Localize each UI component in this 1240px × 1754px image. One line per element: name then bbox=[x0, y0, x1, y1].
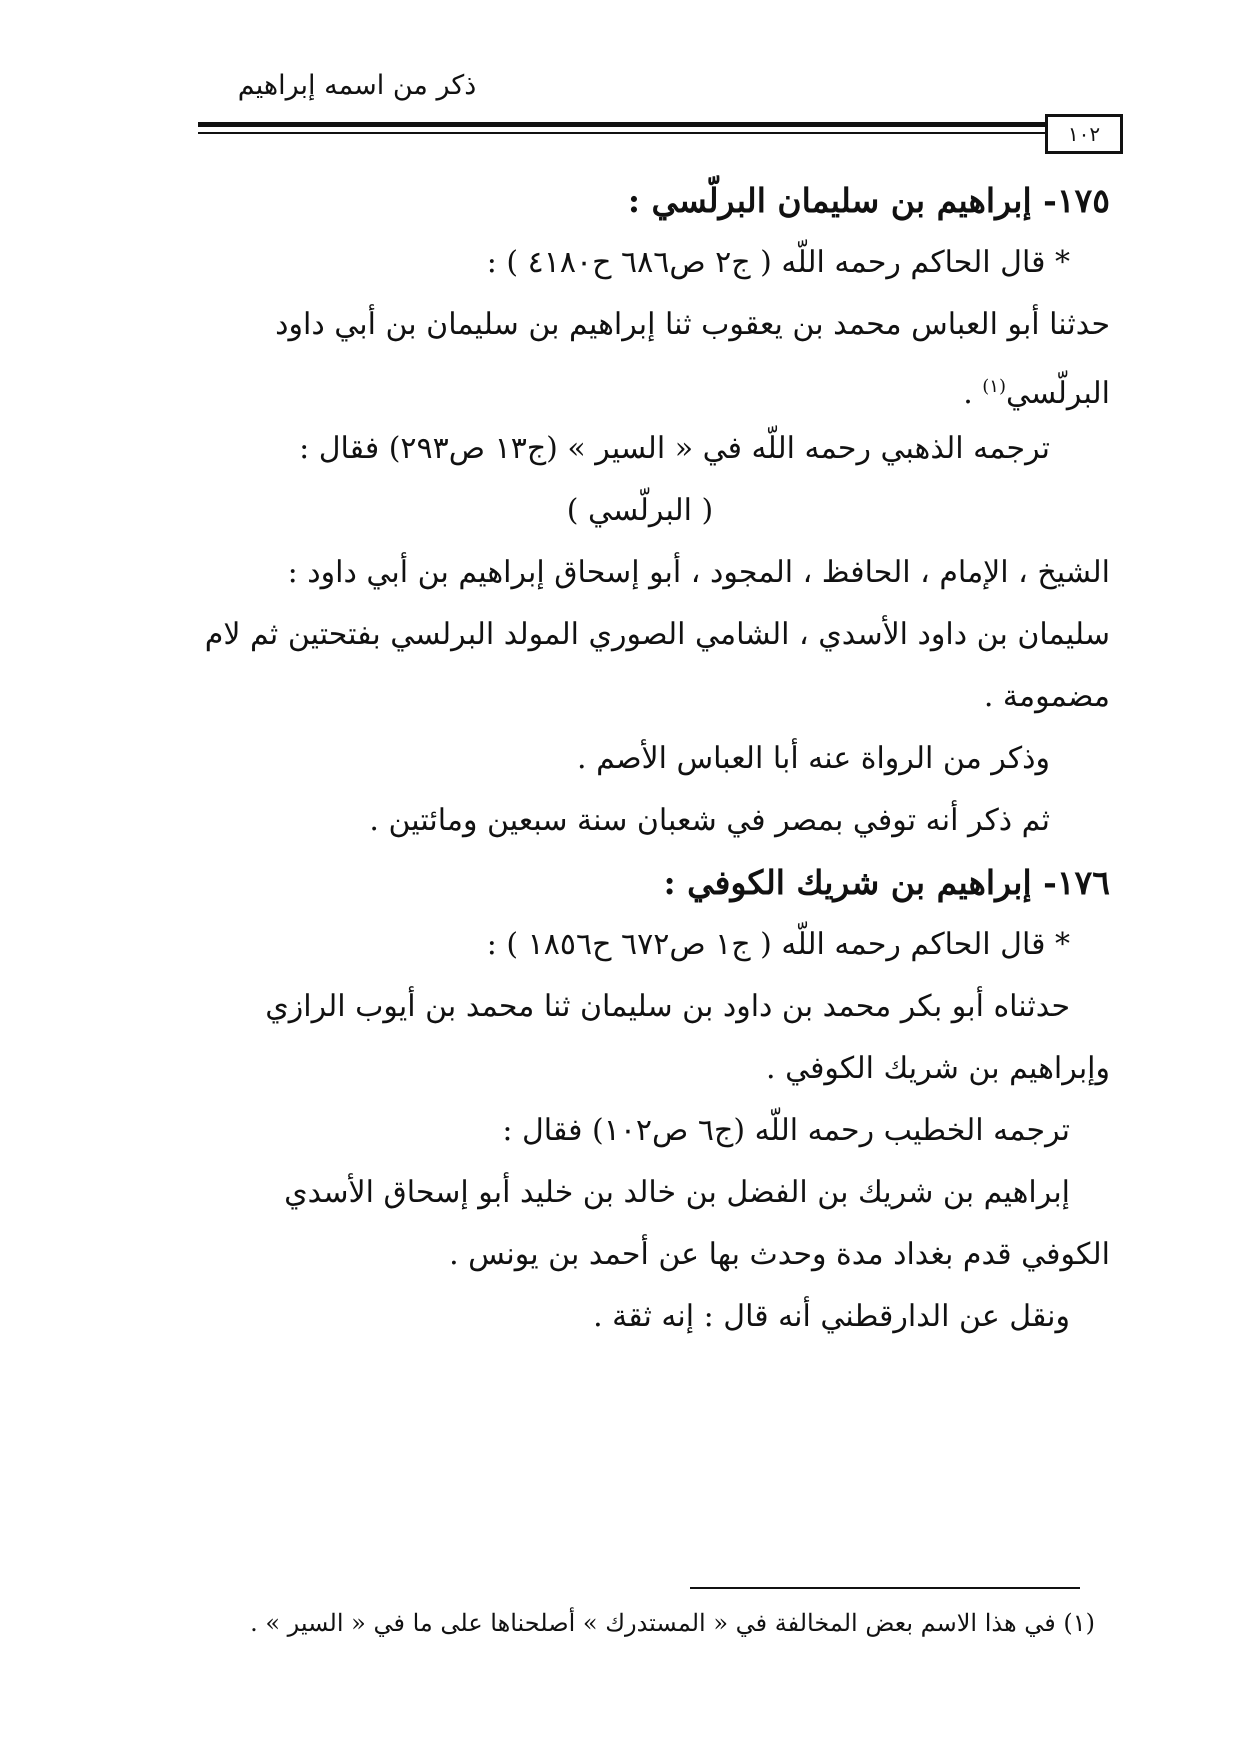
source-citation-hakim: * قال الحاكم رحمه اللّه ( ج١ ص٦٧٢ ح١٨٥٦ ) : bbox=[486, 927, 1070, 962]
biography-text-line: إبراهيم بن شريك بن الفضل بن خالد بن خليد أبو إسحاق الأسدي bbox=[284, 1175, 1070, 1210]
running-title: ذكر من اسمه إبراهيم bbox=[237, 70, 477, 101]
biography-intro: ترجمه الذهبي رحمه اللّه في « السير » (ج١٣ ص٢٩٣) فقال : bbox=[299, 431, 1050, 466]
biography-intro: ترجمه الخطيب رحمه اللّه (ج٦ ص١٠٢) فقال : bbox=[502, 1113, 1070, 1148]
isnad-line: حدثنا أبو العباس محمد بن يعقوب ثنا إبراهيم بن سليمان بن أبي داود bbox=[275, 307, 1110, 342]
page-number: ١٠٢ bbox=[1045, 114, 1123, 154]
header-rule bbox=[198, 122, 1048, 134]
isnad-name: البرلّسي bbox=[1006, 376, 1110, 411]
isnad-line-end: وإبراهيم بن شريك الكوفي . bbox=[766, 1051, 1110, 1086]
biography-text-line: ونقل عن الدارقطني أنه قال : إنه ثقة . bbox=[593, 1299, 1070, 1334]
isnad-line: حدثناه أبو بكر محمد بن داود بن سليمان ثنا محمد بن أيوب الرازي bbox=[265, 989, 1070, 1024]
biography-text-line: الشيخ ، الإمام ، الحافظ ، المجود ، أبو إسحاق إبراهيم بن أبي داود : bbox=[287, 555, 1110, 590]
biography-text-line: مضمومة . bbox=[983, 679, 1110, 714]
source-citation-hakim: * قال الحاكم رحمه اللّه ( ج٢ ص٦٨٦ ح٤١٨٠ ) : bbox=[486, 245, 1070, 280]
header-rule-thick bbox=[198, 122, 1048, 127]
entry-heading-176: ١٧٦- إبراهيم بن شريك الكوفي : bbox=[663, 863, 1110, 902]
footnote-rule bbox=[690, 1587, 1080, 1589]
biography-text-line: سليمان بن داود الأسدي ، الشامي الصوري المولد البرلسي بفتحتين ثم لام bbox=[204, 617, 1110, 652]
entry-heading-175: ١٧٥- إبراهيم بن سليمان البرلّسي : bbox=[627, 181, 1110, 220]
isnad-period: . bbox=[963, 376, 983, 411]
biography-text-line: الكوفي قدم بغداد مدة وحدث بها عن أحمد بن يونس . bbox=[449, 1237, 1110, 1272]
biography-text-line: ثم ذكر أنه توفي بمصر في شعبان سنة سبعين ومائتين . bbox=[369, 803, 1050, 838]
footnote: (١) في هذا الاسم بعض المخالفة في « المستدرك » أصلحناها على ما في « السير » . bbox=[250, 1609, 1095, 1637]
header-rule-thin bbox=[198, 132, 1048, 134]
isnad-line-end bbox=[170, 356, 1110, 418]
page-body bbox=[170, 170, 1110, 1348]
biography-title: ( البرلّسي ) bbox=[566, 493, 714, 528]
footnote-marker: (١) bbox=[982, 376, 1006, 397]
biography-text-line: وذكر من الرواة عنه أبا العباس الأصم . bbox=[577, 741, 1050, 776]
